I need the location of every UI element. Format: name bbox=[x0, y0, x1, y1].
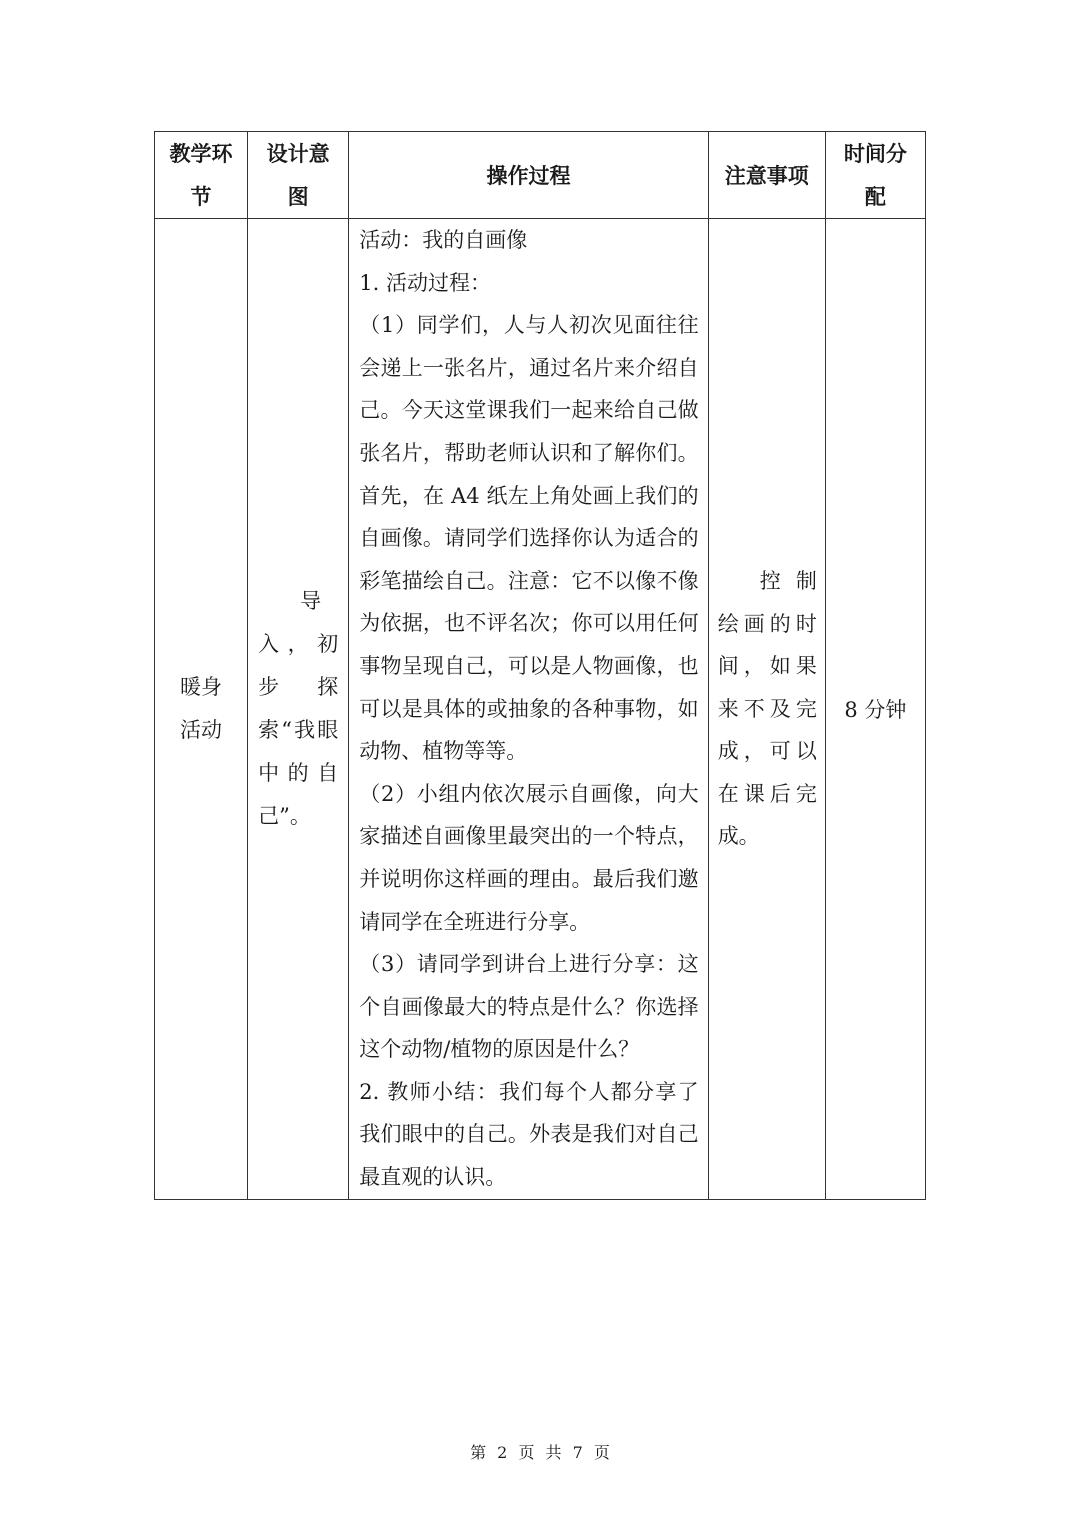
process-line: 2. 教师小结：我们每个人都分享了我们眼中的自己。外表是我们对自己最直观的认识。 bbox=[359, 1079, 699, 1190]
table-row bbox=[155, 219, 926, 1200]
header-time: 时间分配 bbox=[825, 132, 925, 219]
stage-text: 暖身活动 bbox=[180, 674, 223, 742]
page-footer: 第 2 页 共 7 页 bbox=[470, 1443, 610, 1462]
time-text: 8 分钟 bbox=[844, 697, 907, 722]
stage-cell bbox=[155, 219, 248, 1200]
process-cell bbox=[349, 219, 708, 1200]
process-line: （3）请同学到讲台上进行分享：这个自画像最大的特点是什么？你选择这个动物/植物的原因是什么？ bbox=[359, 952, 699, 1062]
header-process: 操作过程 bbox=[349, 132, 708, 219]
process-line: （1）同学们，人与人初次见面往往会递上一张名片，通过名片来介绍自己。今天这堂课我们一起来给自己做张名片，帮助老师认识和了解你们。首先，在 A4 纸左上角处画上我们的自画像。请同学们选择你认为适合的彩笔描绘自己。注意：它不以像不像为依据，也不评名次；你可以用任何事物呈现自己，可以是人物画像，也可以是具体的或抽象的各种事物，如动物、植物等等。 bbox=[359, 313, 699, 764]
process-line: （2）小组内依次展示自画像，向大家描述自画像里最突出的一个特点，并说明你这样画的理由。最后我们邀请同学在全班进行分享。 bbox=[359, 781, 699, 934]
process-line: 活动：我的自画像 bbox=[359, 228, 528, 252]
intent-cell bbox=[248, 219, 349, 1200]
intent-text: 导入，初步探索“我眼中的自己”。 bbox=[258, 588, 339, 828]
time-cell bbox=[825, 219, 925, 1200]
notes-text: 控制绘画的时间，如果来不及完成，可以在课后完成。 bbox=[717, 569, 817, 849]
header-notes: 注意事项 bbox=[708, 132, 825, 219]
header-stage: 教学环节 bbox=[155, 132, 248, 219]
process-line: 1. 活动过程： bbox=[359, 270, 491, 295]
lesson-plan-table bbox=[154, 131, 926, 1200]
notes-cell bbox=[708, 219, 825, 1200]
header-intent: 设计意图 bbox=[248, 132, 349, 219]
header-row bbox=[155, 132, 926, 219]
